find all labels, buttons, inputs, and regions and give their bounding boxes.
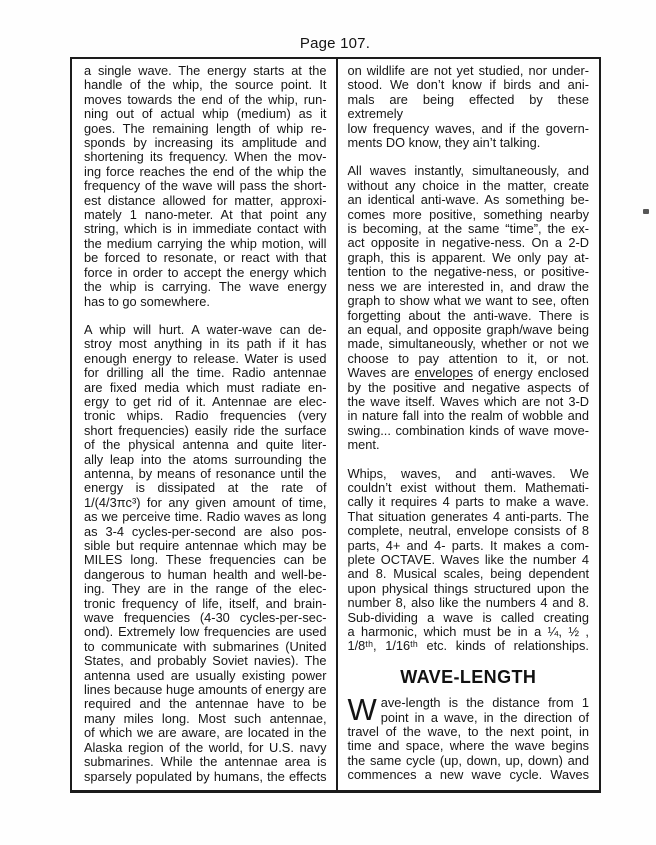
text-line: string, which is in immediate contact with [84,221,327,237]
text-line: That situation generates 4 anti-parts. The [347,508,589,524]
text-line: an identical anti-wave. As something be- [347,192,589,208]
text-line: Waves are envelopes of energy enclosed [347,365,589,381]
text-line: moves towards the end of the whip, run- [84,91,327,107]
text-line: MILES long. These frequencies can be [84,552,327,568]
text-line: parts, 4+ and 4- parts. It makes a com- [347,537,589,553]
text-line: point in a wave, in the direction of [380,709,589,725]
text-line: of which we are aware, are located in the [84,725,327,741]
text-line: made, simultaneously, whether or not we [347,336,589,352]
page-number-header: Page 107. [299,35,371,52]
text-line: as we perceive time. Radio waves as long [84,509,327,525]
text-line: States, and probably Soviet navies). The [84,653,327,669]
text-line: mals are being effected by these extremely [347,91,589,122]
paragraph [348,64,590,150]
right-text-column [336,59,600,790]
text-line: tronic whips. Radio frequencies (very [84,408,327,424]
text-line: ally leap into the atoms surrounding the [84,451,327,467]
text-line: sparsely populated by humans, the effects [84,768,327,784]
text-line: 1/(4/3πc³) for any given amount of time, [84,494,327,510]
paragraph [84,64,327,309]
text-line: upon physical things structured upon the [347,580,589,596]
text-line: ning out of actual whip (medium) as it [84,106,327,122]
text-line: required and the antennae have to be [84,696,327,712]
text-line: many miles long. Most such antennae, [84,710,327,726]
text-line: commences a new wave cycle. Waves [347,767,589,783]
text-line: by the positive and negative aspects of [347,379,589,395]
text-line: a single wave. The energy starts at the [84,63,327,78]
text-line: short frequencies) easily ride the surface [84,422,327,438]
text-line: lines because huge amounts of energy are [84,682,327,698]
text-line: stood. We don’t know if birds and ani- [347,77,589,93]
text-line: antenna, by means of resonance until the [84,465,327,481]
paragraph [84,323,327,784]
text-line: A whip will hurt. A water-wave can de- [84,321,327,337]
left-text-column [72,59,336,790]
text-line: cally it requires 4 parts to make a wave. [347,494,589,510]
text-line: complete, neutral, envelope consists of 8 [347,523,589,539]
text-line: the whip is carrying. The wave energy [84,279,327,295]
dropcap-letter: W [347,692,377,728]
text-line: of the physical antenna and quite liter- [84,437,327,453]
text-line: are fixed media which must radiate en- [84,379,327,395]
text-line: graph to show what we want to see, often [347,293,589,309]
section-heading: WAVE-LENGTH [400,666,537,687]
text-line: comes more positive, something nearby [347,206,589,222]
text-line: 1/8ᵗʰ, 1/16ᵗʰ etc. kinds of relationships. [347,638,589,654]
text-line: for drilling all the time. Radio antennae [84,365,327,381]
text-line: shortening its frequency. When the mov- [84,149,327,165]
text-line: to communicate with submarines (United [84,638,327,654]
text-line: low frequency waves, and if the govern- [347,120,589,136]
text-line: ment. [347,437,380,453]
text-line: ond). Extremely low frequencies are used [84,624,327,640]
text-line: be forced to resonate, or react with that [84,250,327,266]
text-line: handle of the whip, the source point. It [84,77,327,93]
text-line: the same cycle (up, down, up, down) and [347,752,589,768]
text-line: Alaska region of the world, for U.S. navy [84,739,327,755]
text-line: goes. The remaining length of whip re- [84,120,327,136]
text-line: frequency of the wave will pass the short- [84,178,327,194]
text-line: wave frequencies (4-30 cycles-per-sec- [84,610,327,626]
text-line: forgetting about the anti-wave. There is [347,307,589,323]
text-line: energy is dissipated at the rate of [84,480,327,496]
text-line: has to go somewhere. [84,293,210,309]
text-line: ergy to get rid of it. Antennae are elec- [84,393,327,409]
paragraph [347,692,590,783]
text-line: mately 1 nano-meter. At that point any [84,207,327,223]
text-line: number 8, also like the numbers 4 and 8. [347,595,589,611]
text-line: an equal, and opposite graph/wave being [347,321,589,337]
text-line: antenna used are usually existing power [84,667,327,683]
text-line: sponds by increasing its amplitude and [84,135,327,151]
text-line: is becoming, at the same “time”, the ex- [347,221,589,237]
text-line: choose to pay attention to it, or not. [347,350,589,366]
text-line: on wildlife are not yet studied, nor under- [347,63,589,78]
text-line: tronic frequency of life, itself, and brain- [84,595,327,611]
text-line: the medium carrying the whip motion, will [84,235,327,251]
text-frame-border [70,57,601,793]
text-line: enough energy to release. Water is used [84,350,327,366]
text-line: and 8. Musical scales, being dependent [347,566,589,582]
text-line: in nature fall into the realm of wobble and [347,408,589,424]
paragraph [348,467,590,654]
paragraph [348,164,590,452]
text-line: graph, this is apparent. We only pay at- [347,249,589,265]
text-line: ave-length is the distance from 1 [380,695,589,711]
text-line: couldn’t exist without them. Mathemati- [347,479,589,495]
text-line: submarines. While the antennae area is [84,754,327,770]
text-line: ing. They are in the range of the elec- [84,581,327,597]
text-line: swing... combination kinds of wave move- [347,422,589,438]
text-line: ments DO know, they ain’t talking. [347,135,541,151]
text-line: dangerous to human health and well-be- [84,566,327,582]
text-line: as 3-4 cycles-per-second are also pos- [84,523,327,539]
scan-artifact-dot [643,209,649,214]
text-line: est distance allowed for matter, approxi- [84,192,327,208]
text-line: Whips, waves, and anti-waves. We [347,465,589,481]
text-line: travel of the wave, to the next point, in [347,724,589,740]
text-line: the wave itself. Waves which are not 3-D [347,393,589,409]
text-line: ing force reaches the end of the whip the [84,163,327,179]
text-line: time and space, where the wave begins [347,738,589,754]
text-line: Sub-dividing a wave is called creating [347,609,589,625]
text-line: sible but require antennae which may be [84,538,327,553]
text-line: plete OCTAVE. Waves like the number 4 [347,552,589,567]
text-line: without any choice in the matter, create [347,177,589,193]
text-line: a harmonic, which must be in a ¼, ½ , [347,624,589,640]
text-line: act opposite in negative-ness. On a 2-D [347,235,589,251]
text-line: stroy most anything in its path if it has [84,336,327,352]
text-line: tention to the negative-ness, or positive- [347,264,589,280]
text-line: All waves instantly, simultaneously, and [347,163,589,179]
text-line: ness we are interested in, and draw the [347,278,589,294]
text-line: force in order to accept the energy which [84,264,327,280]
